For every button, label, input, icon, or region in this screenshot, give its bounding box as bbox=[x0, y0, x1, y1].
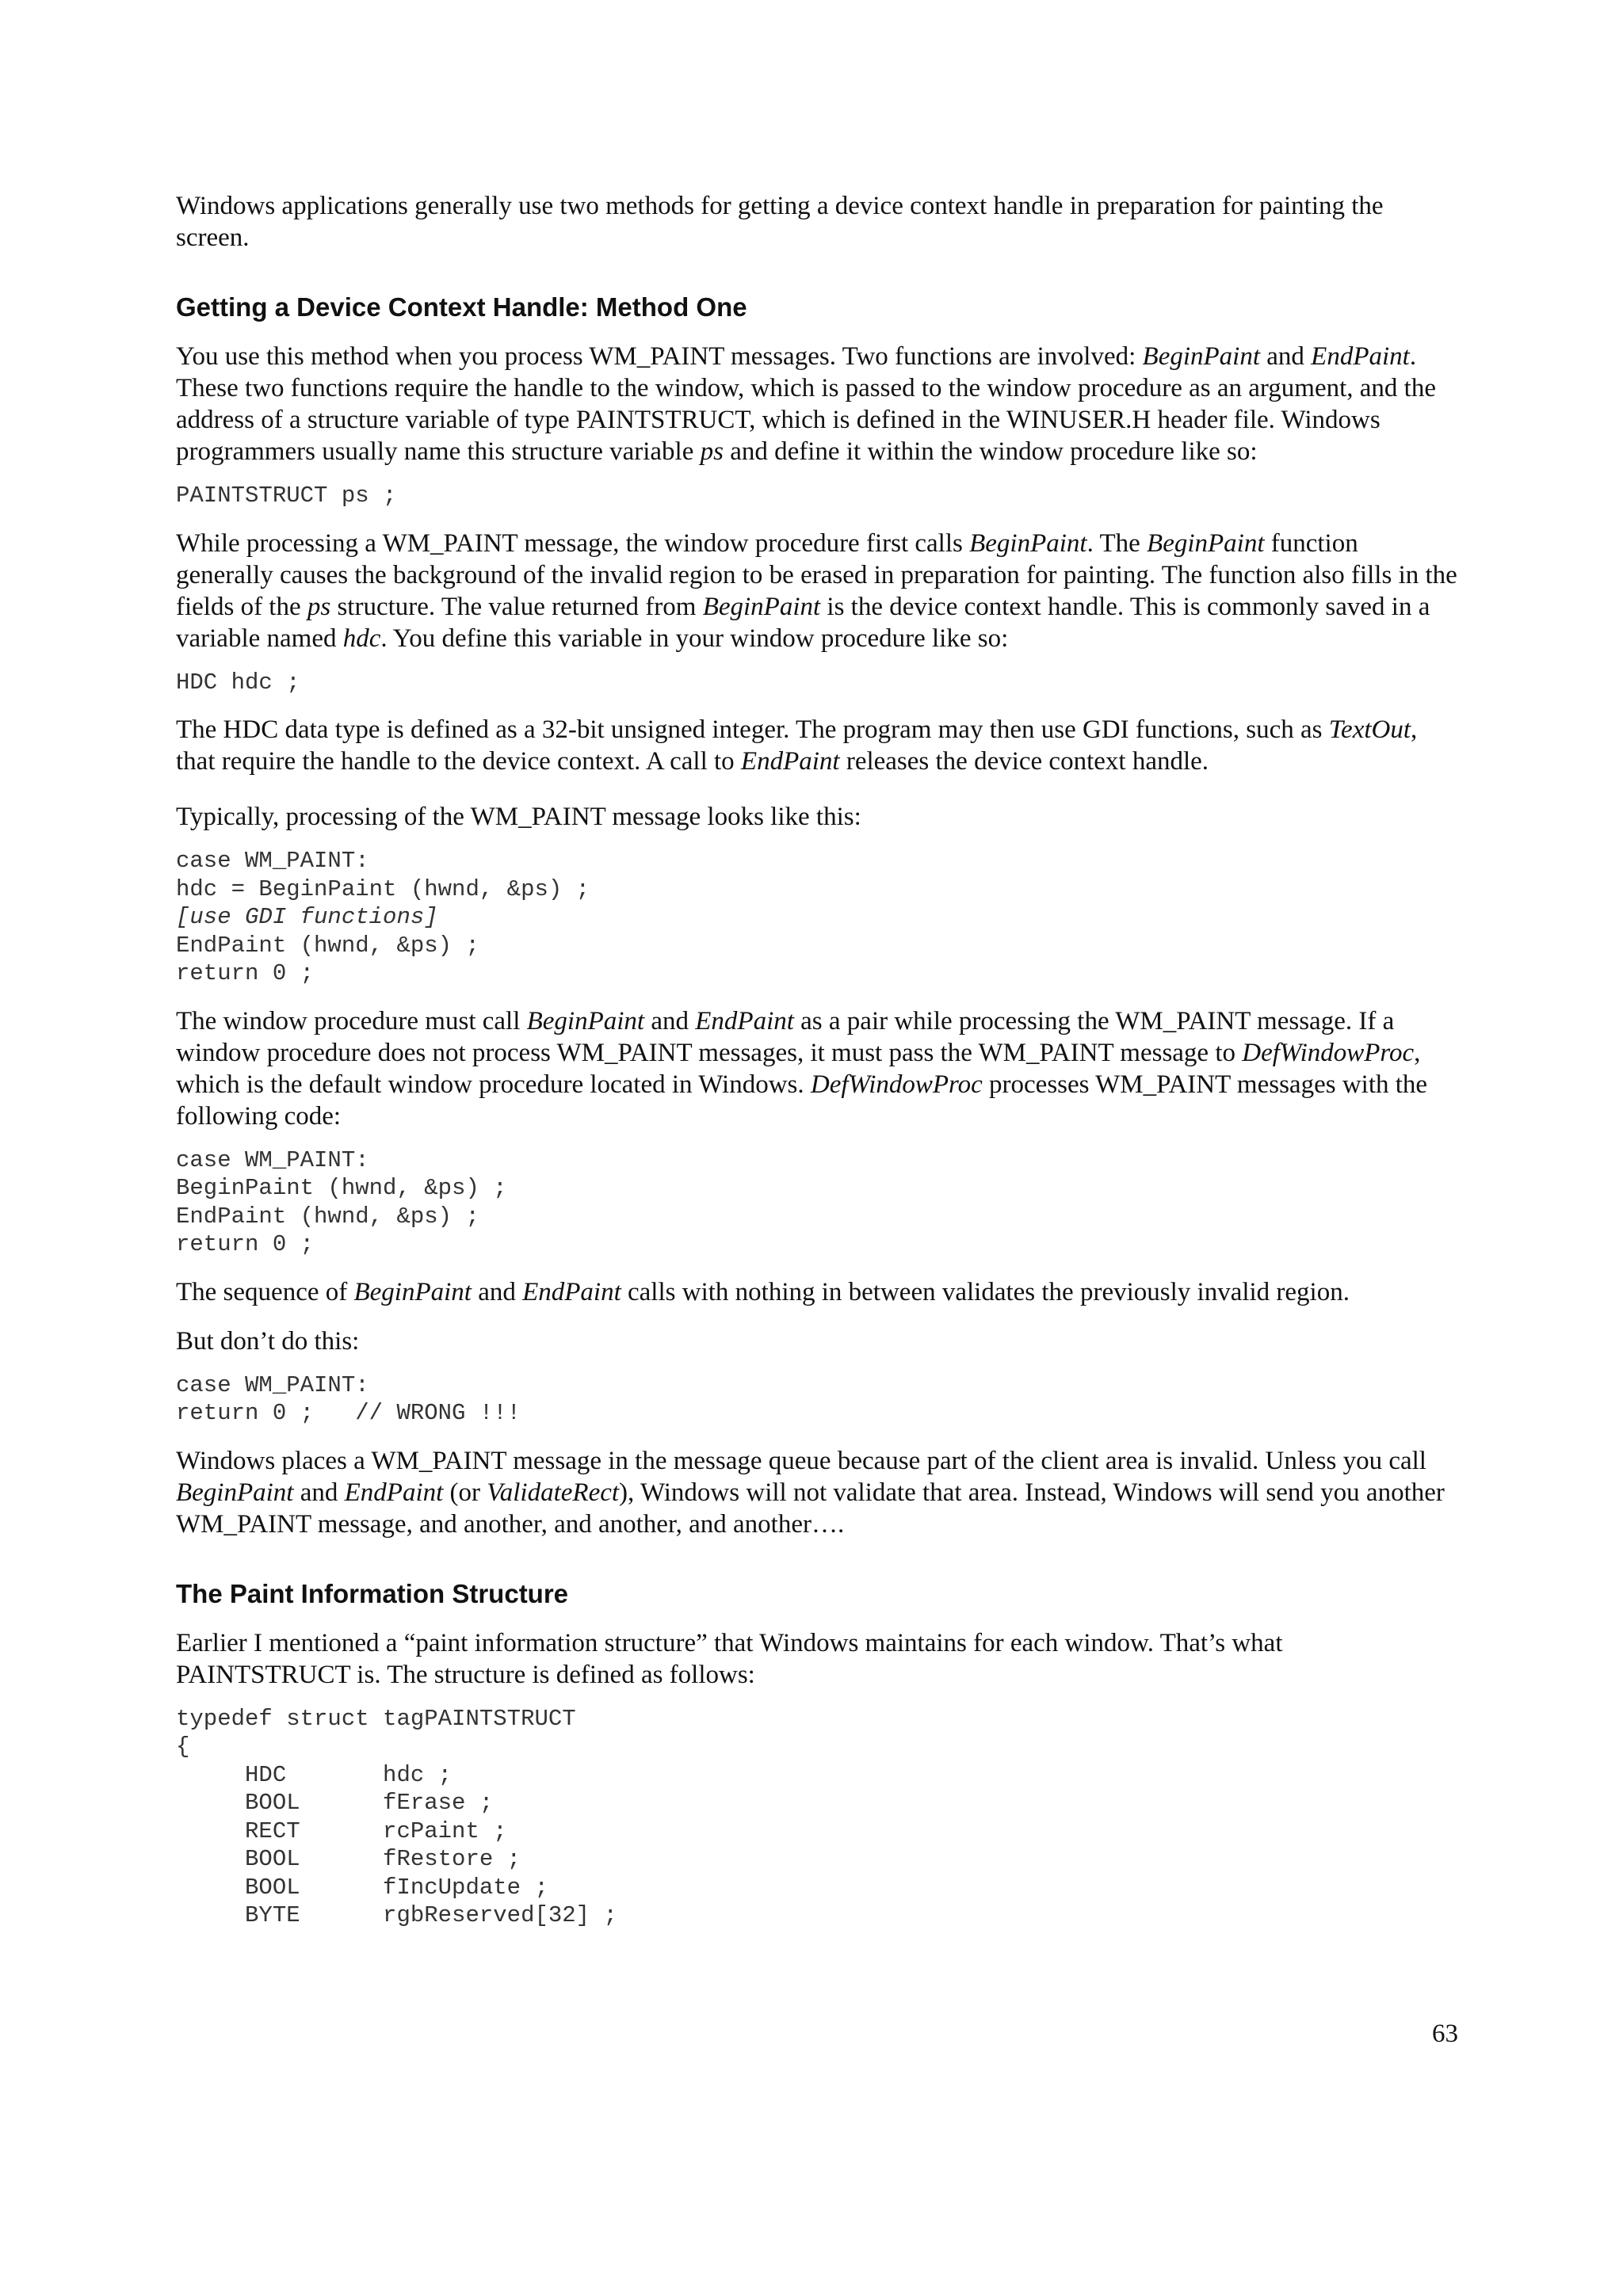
document-page bbox=[176, 190, 1460, 1930]
method-one-paragraph-7: But don’t do this: bbox=[176, 1326, 360, 1356]
code-block-wm-paint-typical: case WM_PAINT: hdc = BeginPaint (hwnd, &ps) ; [use GDI functions] EndPaint (hwnd, &ps) ; return 0 ; bbox=[176, 848, 590, 986]
code-block-paintstruct-decl: PAINTSTRUCT ps ; bbox=[176, 482, 397, 509]
code-block-hdc-decl: HDC hdc ; bbox=[176, 669, 300, 696]
method-one-paragraph-8: Windows places a WM_PAINT message in the message queue because part of the client area is invalid. Unless you call BeginPaint and EndPaint (or ValidateRect), Windows will not validate that area. Instead, Windows will send you another WM_PAINT message, and another, and another, and another…. bbox=[176, 1446, 1445, 1539]
method-one-paragraph-2: While processing a WM_PAINT message, the window procedure first calls BeginPaint. The BeginPaint function generally causes the background of the invalid region to be erased in preparation for painting. The function also fills in the fields of the ps structure. The value returned from BeginPaint is the device context handle. This is commonly saved in a variable named hdc. You define this variable in your window procedure like so: bbox=[176, 528, 1457, 653]
section-heading-paint-info-structure: The Paint Information Structure bbox=[176, 1578, 569, 1608]
method-one-paragraph-1: You use this method when you process WM_PAINT messages. Two functions are involved: BeginPaint and EndPaint. These two functions require the handle to the window, which is passed to the window procedure as an argument, and the address of a structure variable of type PAINTSTRUCT, which is defined in the WINUSER.H header file. Windows programmers usually name this structure variable ps and define it within the window procedure like so: bbox=[176, 342, 1436, 466]
intro-paragraph: Windows applications generally use two methods for getting a device context handle in preparation for painting the screen. bbox=[176, 192, 1384, 252]
code-block-defwindowproc: case WM_PAINT: BeginPaint (hwnd, &ps) ; EndPaint (hwnd, &ps) ; return 0 ; bbox=[176, 1146, 507, 1257]
code-block-wrong-example: case WM_PAINT: return 0 ; // WRONG !!! bbox=[176, 1371, 521, 1426]
section-heading-method-one: Getting a Device Context Handle: Method One bbox=[176, 292, 747, 322]
code-block-paintstruct-typedef: typedef struct tagPAINTSTRUCT { HDC hdc ; BOOL fErase ; RECT rcPaint ; BOOL fRestore ; BOOL fIncUpdate ; BYTE rgbReserved[32] ; bbox=[176, 1705, 617, 1928]
method-one-paragraph-5: The window procedure must call BeginPaint and EndPaint as a pair while processing the WM_PAINT message. If a window procedure does not process WM_PAINT messages, it must pass the WM_PAINT message to DefWindowProc, which is the default window procedure located in Windows. DefWindowProc processes WM_PAINT messages with the following code: bbox=[176, 1006, 1428, 1131]
paint-info-paragraph-1: Earlier I mentioned a “paint information structure” that Windows maintains for each window. That’s what PAINTSTRUCT is. The structure is defined as follows: bbox=[176, 1628, 1283, 1689]
method-one-paragraph-6: The sequence of BeginPaint and EndPaint calls with nothing in between validates the previously invalid region. bbox=[176, 1277, 1350, 1306]
method-one-paragraph-3: The HDC data type is defined as a 32-bit unsigned integer. The program may then use GDI functions, such as TextOut, that require the handle to the device context. A call to EndPaint releases the device context handle. bbox=[176, 715, 1418, 776]
page-number: 63 bbox=[1432, 2019, 1458, 2048]
method-one-paragraph-4: Typically, processing of the WM_PAINT message looks like this: bbox=[176, 803, 861, 831]
